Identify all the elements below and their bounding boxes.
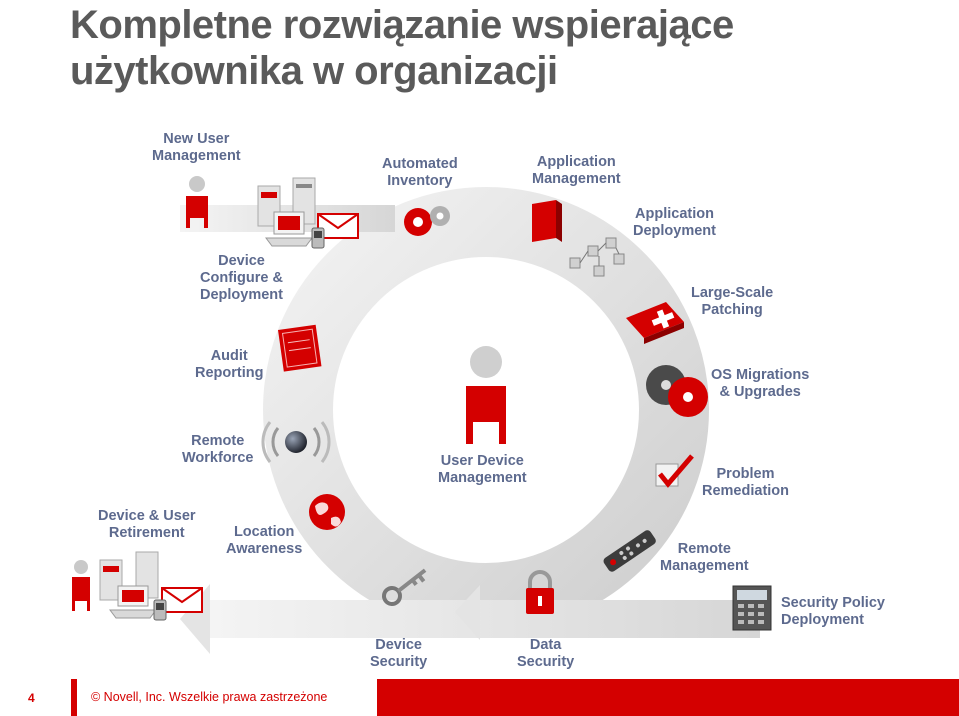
label-new-user-management: New User Management xyxy=(152,131,241,164)
software-box-icon xyxy=(532,200,562,242)
label-device-user-retirement: Device & User Retirement xyxy=(98,508,196,541)
label-device-configure: Device Configure & Deployment xyxy=(200,253,283,303)
label-audit-reporting: Audit Reporting xyxy=(195,348,264,381)
label-application-deployment: Application Deployment xyxy=(633,206,716,239)
page-number-box xyxy=(0,679,74,716)
copyright-box xyxy=(77,679,377,716)
envelope-icon xyxy=(162,588,202,612)
certificate-icon xyxy=(278,325,321,372)
label-remote-workforce: Remote Workforce xyxy=(182,433,254,466)
phone-icon xyxy=(154,600,166,620)
label-data-security: Data Security xyxy=(517,637,575,670)
label-remote-management: Remote Management xyxy=(660,541,749,574)
label-security-policy: Security Policy Deployment xyxy=(781,595,885,628)
copyright-text: © Novell, Inc. Wszelkie prawa zastrzeżone xyxy=(91,690,328,704)
phone-icon xyxy=(312,228,324,248)
title-line-2: użytkownika w organizacji xyxy=(70,49,558,93)
label-large-scale-patching: Large-Scale Patching xyxy=(691,285,774,318)
globe-icon xyxy=(309,494,345,530)
label-os-migrations: OS Migrations & Upgrades xyxy=(711,367,810,400)
footer-bar xyxy=(0,679,959,716)
label-problem-remediation: Problem Remediation xyxy=(702,466,790,499)
person-icon xyxy=(72,560,90,611)
label-automated-inventory: Automated Inventory xyxy=(382,156,458,189)
label-application-management: Application Management xyxy=(532,154,621,187)
bottom-band xyxy=(210,600,760,638)
title-line-1: Kompletne rozwiązanie wspierające xyxy=(70,3,734,47)
security-panel-icon xyxy=(733,586,771,630)
page-number: 4 xyxy=(28,691,35,705)
label-device-security: Device Security xyxy=(370,637,428,670)
label-user-device-management: User Device Management xyxy=(438,453,527,486)
label-location-awareness: Location Awareness xyxy=(226,524,303,557)
